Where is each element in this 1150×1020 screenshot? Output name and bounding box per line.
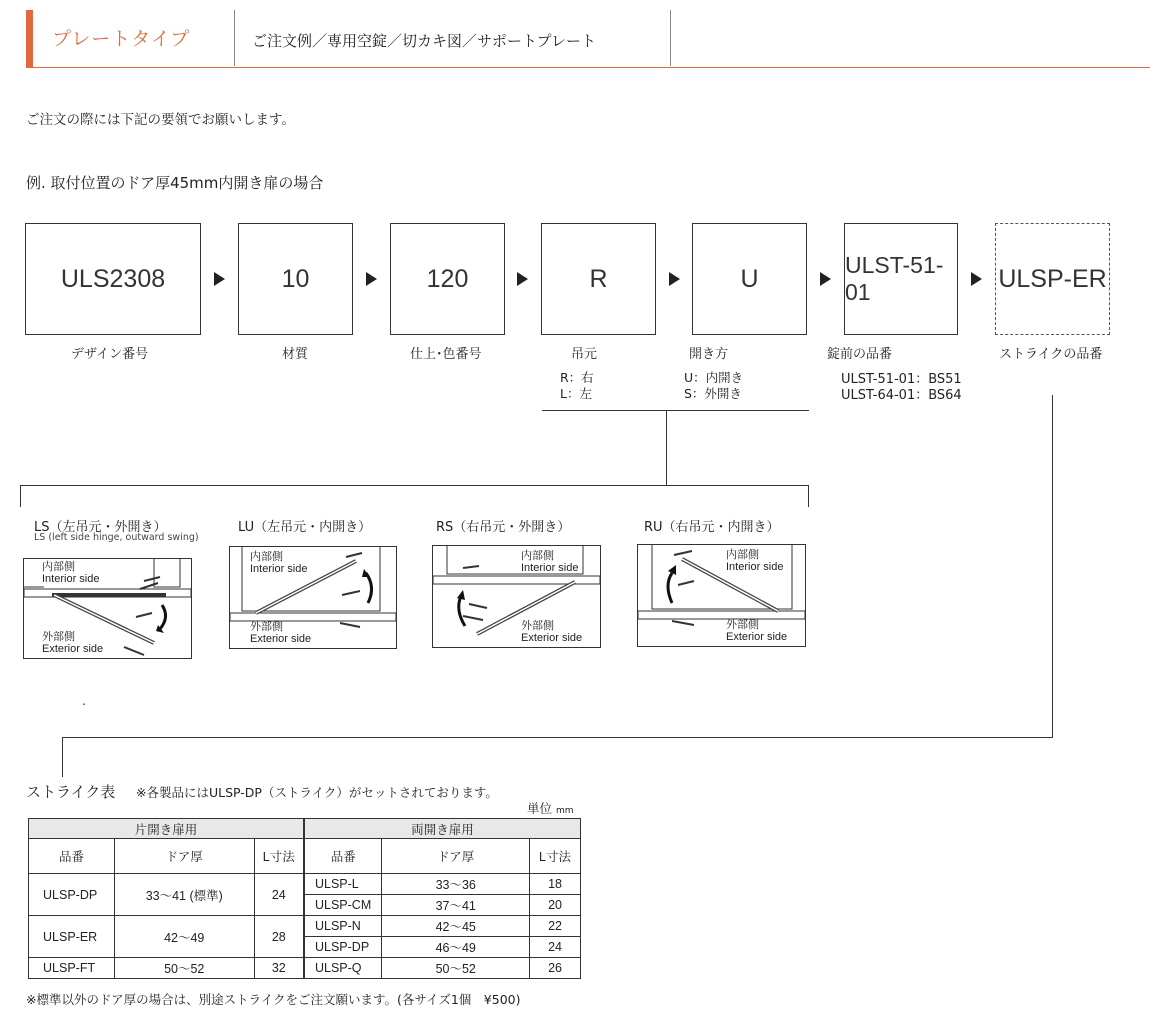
diagram-title-ls: LS（左吊元・外開き） xyxy=(34,520,167,535)
diagram-ru xyxy=(637,544,806,647)
connector-line xyxy=(542,410,809,411)
code-box-design: ULS2308 xyxy=(25,223,201,335)
double-door-header: 両開き扉用 xyxy=(304,819,581,839)
connector-line xyxy=(808,485,809,507)
arrow-icon xyxy=(517,272,528,286)
cell-l: 26 xyxy=(530,958,581,979)
stray-dot: . xyxy=(82,694,86,708)
table-column-header-row xyxy=(29,839,581,874)
cell-l: 20 xyxy=(530,895,581,916)
code-box-finish: 120 xyxy=(390,223,505,335)
arrow-icon xyxy=(820,272,831,286)
diagram-lu xyxy=(229,546,397,649)
cell-thickness: 42～49 xyxy=(114,916,254,958)
connector-line xyxy=(20,485,21,507)
cell-thickness: 37～41 xyxy=(382,895,530,916)
label-hinge: 吊元 xyxy=(571,347,598,362)
cell-part: ULSP-L xyxy=(304,874,382,895)
diagram-rs xyxy=(432,545,601,648)
strike-table-note: ※各製品にはULSP-DP（ストライク）がセットされております。 xyxy=(136,785,498,800)
header-accent-bar xyxy=(26,10,33,68)
strike-footnote: ※標準以外のドア厚の場合は、別途ストライクをご注文願います。(各サイズ1個 ¥500) xyxy=(26,992,521,1007)
connector-line xyxy=(62,737,1053,738)
unit-label: 単位 mm xyxy=(527,801,574,816)
column-header-thickness: ドア厚 xyxy=(382,839,530,874)
header-rule xyxy=(26,67,1150,68)
cell-part: ULSP-FT xyxy=(29,958,115,979)
cell-part: ULSP-DP xyxy=(29,874,115,916)
code-box-swing: U xyxy=(692,223,807,335)
table-row xyxy=(29,916,581,937)
intro-text: ご注文の際には下記の要領でお願いします。 xyxy=(26,112,295,128)
cell-thickness: 50～52 xyxy=(114,958,254,979)
interior-label: 内部側 Interior side xyxy=(521,550,579,574)
code-box-hinge: R xyxy=(541,223,656,335)
header-divider xyxy=(670,10,671,66)
connector-line xyxy=(20,485,809,486)
column-header-l: L寸法 xyxy=(254,839,304,874)
arrow-icon xyxy=(971,272,982,286)
cell-thickness: 50～52 xyxy=(382,958,530,979)
column-header-l: L寸法 xyxy=(530,839,581,874)
exterior-label: 外部側 Exterior side xyxy=(521,620,583,644)
column-header-thickness: ドア厚 xyxy=(114,839,254,874)
code-box-strike: ULSP-ER xyxy=(995,223,1110,335)
cell-part: ULSP-N xyxy=(304,916,382,937)
arrow-icon xyxy=(366,272,377,286)
cell-l: 24 xyxy=(530,937,581,958)
cell-part: ULSP-CM xyxy=(304,895,382,916)
interior-label: 内部側 Interior side xyxy=(726,549,784,573)
connector-line xyxy=(62,737,63,777)
cell-l: 28 xyxy=(254,916,304,958)
lock-note-64: ULST-64-01：BS64 xyxy=(841,388,962,403)
cell-part: ULSP-DP xyxy=(304,937,382,958)
diagram-title-lu: LU（左吊元・内開き） xyxy=(238,520,372,535)
exterior-label: 外部側 Exterior side xyxy=(726,619,788,643)
page-subtitle: ご注文例／専用空錠／切カキ図／サポートプレート xyxy=(252,32,596,50)
cell-l: 22 xyxy=(530,916,581,937)
interior-label: 内部側 Interior side xyxy=(42,561,100,585)
cell-thickness: 33～36 xyxy=(382,874,530,895)
diagram-title-rs: RS（右吊元・外開き） xyxy=(436,520,571,535)
cell-l: 32 xyxy=(254,958,304,979)
page-title: プレートタイプ xyxy=(52,28,191,50)
connector-line xyxy=(1052,395,1053,738)
cell-l: 24 xyxy=(254,874,304,916)
cell-part: ULSP-ER xyxy=(29,916,115,958)
label-finish: 仕上･色番号 xyxy=(410,347,482,362)
hinge-note-right: R：右 xyxy=(560,370,594,385)
exterior-label: 外部側 Exterior side xyxy=(250,621,312,645)
label-material: 材質 xyxy=(282,347,309,362)
label-swing: 開き方 xyxy=(689,347,729,362)
cell-l: 18 xyxy=(530,874,581,895)
strike-table xyxy=(28,818,581,979)
table-row xyxy=(29,874,581,895)
code-box-lock: ULST-51-01 xyxy=(844,223,958,335)
hinge-note-left: L：左 xyxy=(560,386,592,401)
example-heading: 例. 取付位置のドア厚45mm内開き扉の場合 xyxy=(26,174,324,192)
cell-thickness: 33～41 (標準) xyxy=(114,874,254,916)
column-header-part: 品番 xyxy=(29,839,115,874)
connector-line xyxy=(666,410,667,486)
interior-label: 内部側 Interior side xyxy=(250,551,308,575)
arrow-icon xyxy=(669,272,680,286)
label-lock: 錠前の品番 xyxy=(827,347,893,362)
arrow-icon xyxy=(214,272,225,286)
table-group-header-row xyxy=(29,819,581,839)
label-design: デザイン番号 xyxy=(71,347,149,362)
diagram-subtitle-ls: LS (left side hinge, outward swing) xyxy=(34,532,199,543)
code-box-material: 10 xyxy=(238,223,353,335)
diagram-ls xyxy=(23,558,192,659)
lock-note-51: ULST-51-01：BS51 xyxy=(841,372,962,387)
column-header-part: 品番 xyxy=(304,839,382,874)
cell-thickness: 46～49 xyxy=(382,937,530,958)
header-divider xyxy=(234,10,235,66)
label-strike: ストライクの品番 xyxy=(999,347,1103,362)
exterior-label: 外部側 Exterior side xyxy=(42,631,104,655)
strike-table-title: ストライク表 xyxy=(26,783,116,801)
cell-thickness: 42～45 xyxy=(382,916,530,937)
single-door-header: 片開き扉用 xyxy=(29,819,304,839)
cell-part: ULSP-Q xyxy=(304,958,382,979)
table-row xyxy=(29,958,581,979)
diagram-title-ru: RU（右吊元・内開き） xyxy=(644,520,780,535)
swing-note-out: S：外開き xyxy=(684,386,742,401)
swing-note-in: U：内開き xyxy=(684,370,744,385)
